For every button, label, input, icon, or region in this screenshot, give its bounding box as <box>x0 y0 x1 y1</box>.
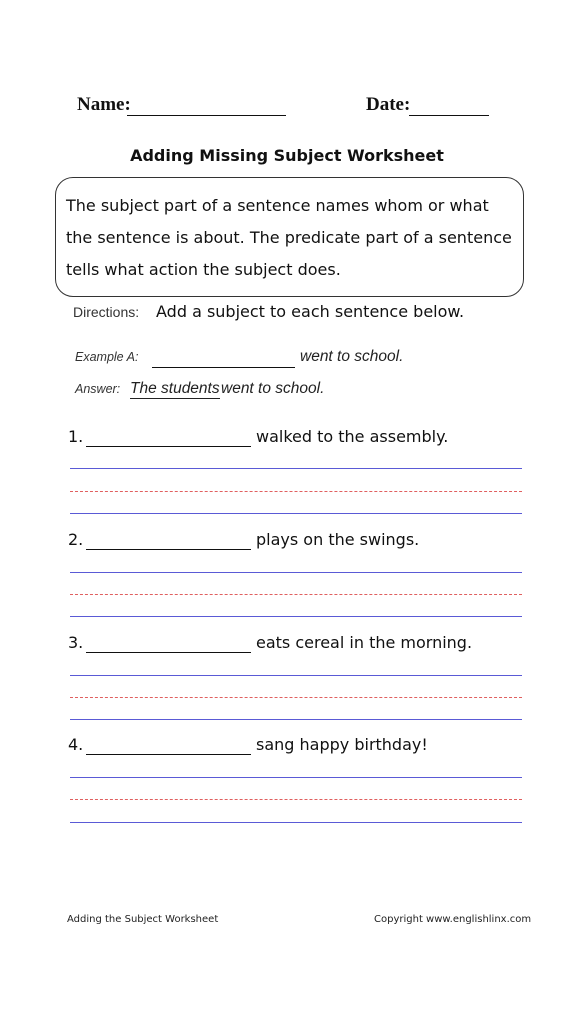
writing-line-solid[interactable] <box>70 513 522 514</box>
question-text: sang happy birthday! <box>256 735 428 754</box>
date-field[interactable] <box>409 115 489 116</box>
definition-text: The subject part of a sentence names whom or what the sentence is about. The predicate part of a sentence tells what action the subject does. <box>66 196 512 279</box>
question-blank[interactable] <box>86 754 251 755</box>
date-label: Date: <box>366 94 411 115</box>
writing-line-solid[interactable] <box>70 572 522 573</box>
writing-line-solid[interactable] <box>70 675 522 676</box>
name-field[interactable] <box>127 115 286 116</box>
question-blank[interactable] <box>86 652 251 653</box>
example-label: Example A: <box>75 350 139 364</box>
question-number: 1. <box>68 427 84 446</box>
directions-label: Directions: <box>73 304 140 320</box>
writing-line-solid[interactable] <box>70 719 522 720</box>
question-number: 4. <box>68 735 84 754</box>
question-text: plays on the swings. <box>256 530 420 549</box>
question-text: walked to the assembly. <box>256 427 449 446</box>
writing-line-solid[interactable] <box>70 822 522 823</box>
question-number: 3. <box>68 633 84 652</box>
writing-line-dashed <box>70 799 522 800</box>
example-text: went to school. <box>300 348 404 365</box>
writing-line-solid[interactable] <box>70 468 522 469</box>
writing-line-solid[interactable] <box>70 777 522 778</box>
directions-text: Add a subject to each sentence below. <box>156 302 465 321</box>
name-label: Name: <box>77 94 131 115</box>
answer-value: The students <box>130 380 220 397</box>
writing-line-dashed <box>70 594 522 595</box>
question-blank[interactable] <box>86 549 251 550</box>
writing-line-dashed <box>70 697 522 698</box>
writing-line-solid[interactable] <box>70 616 522 617</box>
footer-copyright: Copyright www.englishlinx.com <box>374 914 532 925</box>
writing-line-dashed <box>70 491 522 492</box>
footer-title: Adding the Subject Worksheet <box>67 914 219 925</box>
example-blank <box>152 367 295 368</box>
worksheet-title: Adding Missing Subject Worksheet <box>130 146 444 165</box>
question-text: eats cereal in the morning. <box>256 633 473 652</box>
question-blank[interactable] <box>86 446 251 447</box>
answer-text: went to school. <box>221 380 325 397</box>
answer-label: Answer: <box>75 382 121 396</box>
question-number: 2. <box>68 530 84 549</box>
